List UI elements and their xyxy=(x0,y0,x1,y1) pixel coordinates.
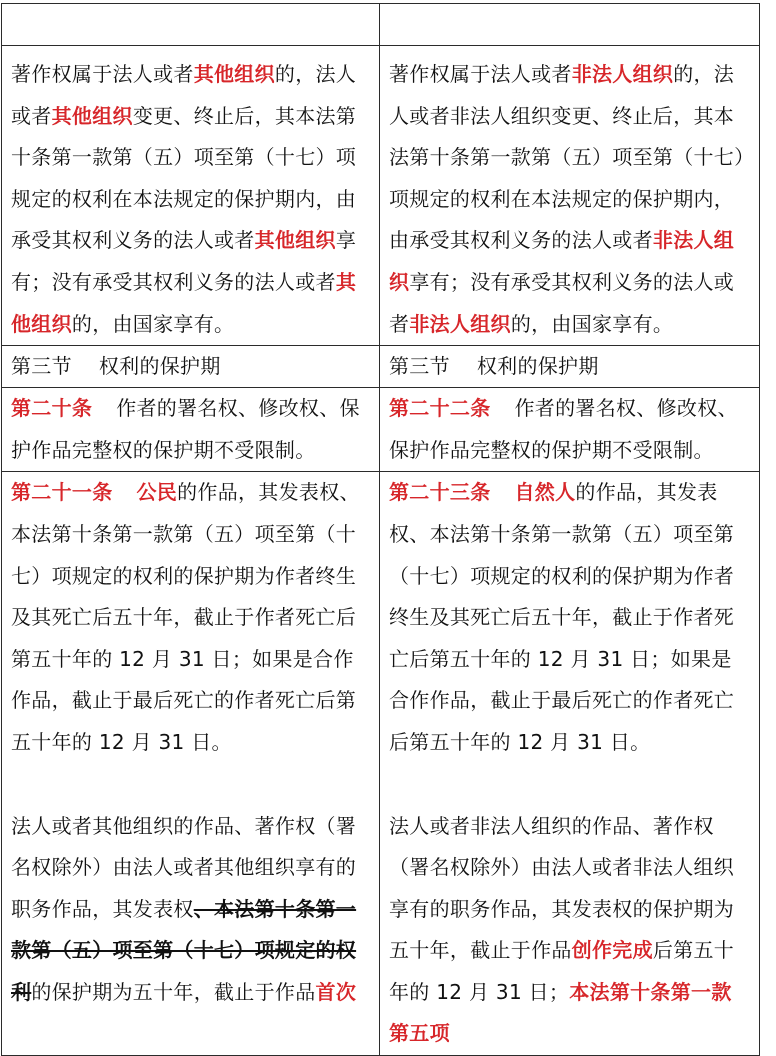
changed-term: 自然人 xyxy=(514,480,576,505)
text-run: 的，由国家享有。 xyxy=(510,311,674,336)
table-row xyxy=(2,346,760,388)
highlighted-text: 其他组织 xyxy=(11,269,357,336)
text-run: 著作权属于法人或者 xyxy=(389,62,572,86)
highlighted-text: 首次 xyxy=(315,979,357,1004)
text-run: 的保护期为五十年，截止于作品 xyxy=(31,979,316,1004)
article-cell-right xyxy=(380,472,760,1056)
article-number: 第二十条 xyxy=(11,396,93,421)
section-heading-right: 第三节 权利的保护期 xyxy=(380,346,760,388)
paragraph xyxy=(11,472,371,763)
deleted-text: 、本法第十条第一款第（五）项至第（十七）项规定的权利 xyxy=(11,896,357,1004)
section-heading-left: 第三节 权利的保护期 xyxy=(2,346,380,388)
paragraph xyxy=(389,472,751,763)
text-run: 后第五十年的 12 月 31 日； xyxy=(389,938,735,1004)
table-row xyxy=(2,4,760,46)
rich-text xyxy=(11,62,356,336)
article-text: 作者的署名权、修改权、保护作品完整权的保护期不受限制。 xyxy=(11,396,360,462)
paragraph xyxy=(11,806,371,1014)
text-run: 享有；没有承受其权利义务的法人或者 xyxy=(389,269,735,336)
text-run: 的，法人或者 xyxy=(11,62,357,128)
highlighted-text: 非法人组织 xyxy=(571,62,674,86)
text-run: 享有；没有承受其权利义务的法人或者 xyxy=(11,228,357,294)
highlighted-text: 非法人组织 xyxy=(389,228,735,294)
text-run: 的，法人或者非法人组织变更、终止后，其本法第十条第一款第（五）项至第（十七）项规定的权利在本法规定的保护期内，由承受其权利义务的法人或者 xyxy=(389,62,745,253)
paragraph xyxy=(389,806,751,1056)
text-run: 变更、终止后，其本法第十条第一款第（五）项至第（十七）项规定的权利在本法规定的保护期内，由承受其权利义务的法人或者 xyxy=(11,103,357,253)
highlighted-text: 其他组织 xyxy=(51,103,133,128)
empty-cell-right xyxy=(380,4,760,46)
table-row xyxy=(2,388,760,472)
highlighted-text: 非法人组织 xyxy=(409,311,511,336)
text-run: 的，由国家享有。 xyxy=(71,311,235,336)
article-cell-left xyxy=(2,388,380,472)
text-run: 著作权属于法人或者 xyxy=(11,62,194,86)
new-law-cell xyxy=(380,46,760,346)
article-number: 第二十二条 xyxy=(389,396,491,421)
highlighted-text: 其他组织 xyxy=(254,228,336,253)
article-number: 第二十一条 xyxy=(11,480,113,505)
article-text: 的作品，其发表权、本法第十条第一款第（五）项至第（十七）项规定的权利的保护期为作者终生及其死亡后五十年，截止于作者死亡后第五十年的 12 月 31 日；如果是合作作品，截止于最后死亡的作者死亡后第五十年的 12 月 31 日。 xyxy=(389,480,735,754)
empty-cell-left xyxy=(2,4,380,46)
article-number: 第二十三条 xyxy=(389,480,491,505)
article-cell-right xyxy=(380,388,760,472)
old-law-cell xyxy=(2,46,380,346)
table-row xyxy=(2,46,760,346)
highlighted-text: 其他组织 xyxy=(193,62,275,86)
text-run: 法人或者非法人组织的作品、著作权（署名权除外）由法人或者非法人组织享有的职务作品，其发表权的保护期为五十年，截止于作品 xyxy=(389,813,735,963)
article-text: 作者的署名权、修改权、保护作品完整权的保护期不受限制。 xyxy=(389,396,738,462)
comparison-table xyxy=(1,3,760,1056)
changed-term: 公民 xyxy=(136,480,178,505)
table-row xyxy=(2,472,760,1056)
highlighted-text: 创作完成 xyxy=(571,938,653,963)
article-cell-left xyxy=(2,472,380,1056)
text-run: 法人或者其他组织的作品、著作权（署名权除外）由法人或者其他组织享有的职务作品，其发表权 xyxy=(11,813,357,921)
highlighted-text: 本法第十条第一款第五项 xyxy=(389,979,732,1046)
article-text: 的作品，其发表权、本法第十条第一款第（五）项至第（十七）项规定的权利的保护期为作者终生及其死亡后五十年，截止于作者死亡后第五十年的 12 月 31 日；如果是合作作品，截止于最后死亡的作者死亡后第五十年的 12 月 31 日。 xyxy=(11,480,360,754)
rich-text xyxy=(389,62,744,336)
